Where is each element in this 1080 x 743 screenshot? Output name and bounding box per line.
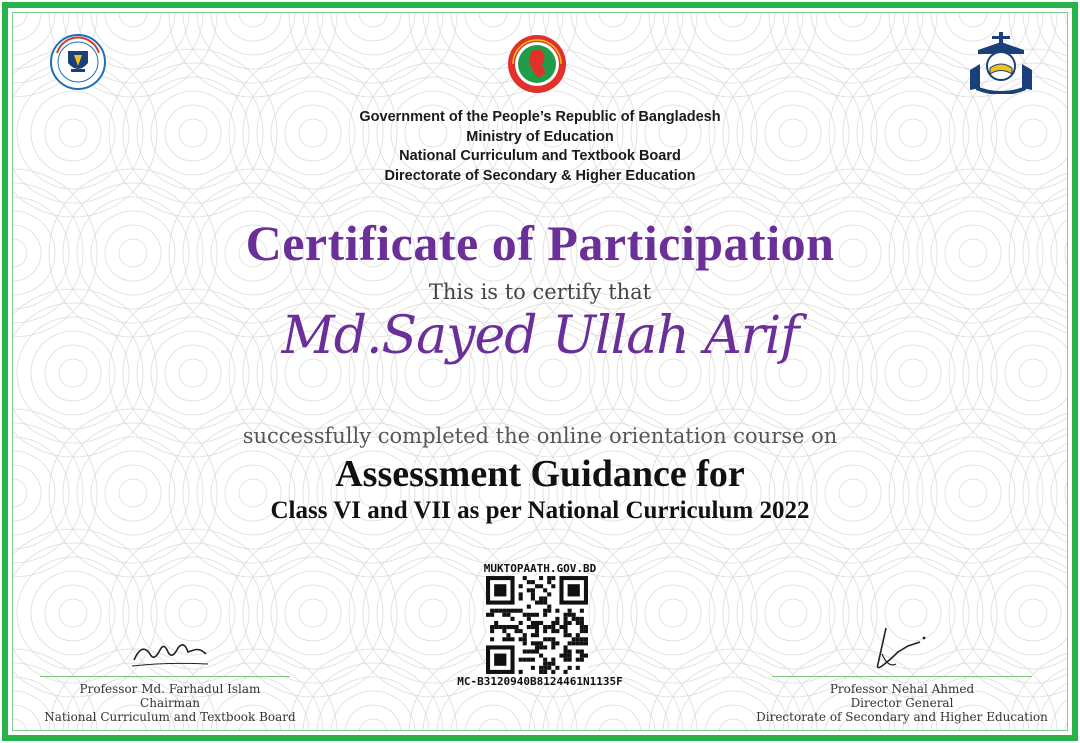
director-signature: [868, 624, 932, 674]
header-ministry: Ministry of Education: [466, 129, 614, 145]
right-signatory-title: Director General: [850, 696, 954, 710]
left-signatory-title: Chairman: [140, 696, 200, 710]
verification-code: MC-B3120940B8124461N1135F: [457, 675, 623, 688]
left-signatory: [20, 682, 320, 724]
nctb-logo: [47, 33, 109, 91]
certify-text: This is to certify that: [428, 280, 652, 304]
left-signatory-org: National Curriculum and Textbook Board: [44, 710, 296, 724]
certificate-title: Certificate of Participation: [245, 215, 835, 271]
header-government: Government of the People’s Republic of Bangladesh: [359, 109, 721, 125]
right-signature-line: [772, 676, 1032, 677]
course-title-line1: Assessment Guidance for: [335, 453, 745, 495]
bangladesh-government-seal: [505, 33, 569, 95]
header-dshe: Directorate of Secondary & Higher Education: [384, 168, 696, 184]
left-signature-line: [40, 676, 290, 677]
left-signatory-name: Professor Md. Farhadul Islam: [79, 682, 261, 696]
verification-site: MUKTOPAATH.GOV.BD: [483, 562, 597, 575]
recipient-name: Md.Sayed Ullah Arif: [281, 306, 799, 366]
right-signatory-org: Directorate of Secondary and Higher Education: [756, 710, 1048, 724]
dshe-logo: [966, 30, 1036, 94]
header-nctb: National Curriculum and Textbook Board: [399, 148, 681, 164]
right-signatory: [752, 682, 1052, 724]
course-title-line2: Class VI and VII as per National Curriculum 2022: [270, 497, 810, 524]
qr-code[interactable]: [486, 576, 588, 674]
chairman-signature: [128, 632, 212, 672]
right-signatory-name: Professor Nehal Ahmed: [829, 682, 975, 696]
completion-text: successfully completed the online orientation course on: [242, 424, 838, 448]
